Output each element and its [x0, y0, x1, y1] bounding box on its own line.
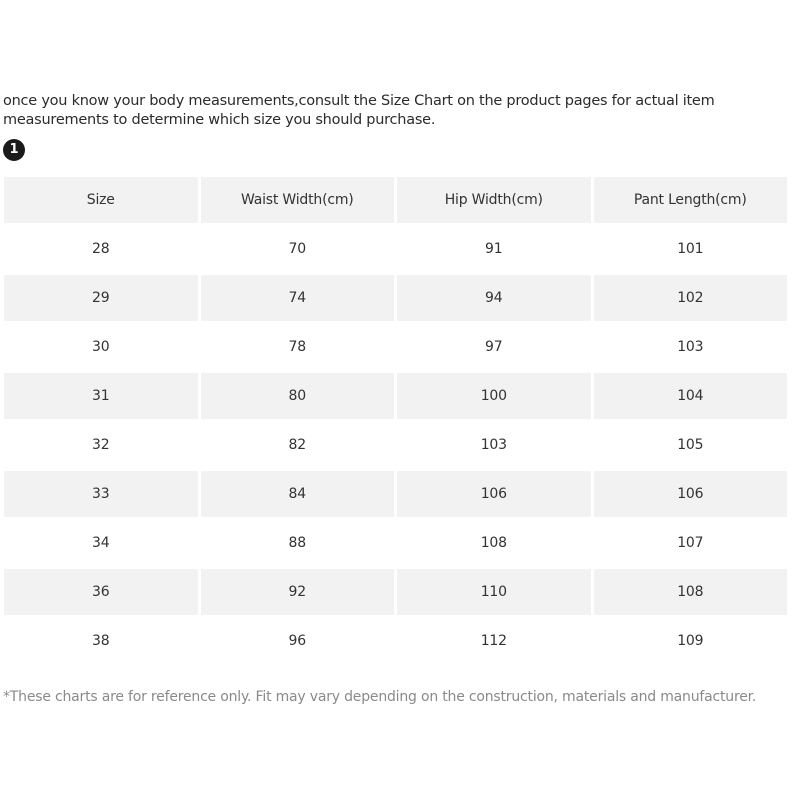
cell-waist-width: 82 [201, 422, 395, 468]
cell-hip-width: 100 [397, 373, 591, 419]
cell-pant-length: 107 [594, 520, 788, 566]
cell-pant-length: 104 [594, 373, 788, 419]
table-row [4, 373, 787, 419]
cell-pant-length: 102 [594, 275, 788, 321]
table-row [4, 520, 787, 566]
table-header [4, 177, 787, 223]
cell-size: 33 [4, 471, 198, 517]
cell-waist-width: 80 [201, 373, 395, 419]
cell-hip-width: 106 [397, 471, 591, 517]
cell-size: 28 [4, 226, 198, 272]
table-row [4, 324, 787, 370]
cell-size: 34 [4, 520, 198, 566]
cell-pant-length: 109 [594, 618, 788, 664]
cell-hip-width: 91 [397, 226, 591, 272]
header-pant-length: Pant Length(cm) [594, 177, 788, 223]
table-row [4, 569, 787, 615]
cell-pant-length: 103 [594, 324, 788, 370]
cell-size: 36 [4, 569, 198, 615]
cell-size: 38 [4, 618, 198, 664]
cell-pant-length: 106 [594, 471, 788, 517]
step-number-badge: 1 [3, 139, 25, 161]
cell-hip-width: 108 [397, 520, 591, 566]
cell-waist-width: 84 [201, 471, 395, 517]
table-row [4, 275, 787, 321]
cell-waist-width: 92 [201, 569, 395, 615]
table-row [4, 618, 787, 664]
header-size: Size [4, 177, 198, 223]
cell-size: 32 [4, 422, 198, 468]
cell-hip-width: 103 [397, 422, 591, 468]
disclaimer-note: *These charts are for reference only. Fit may vary depending on the construction, materials and manufacturer. [3, 689, 757, 705]
cell-waist-width: 74 [201, 275, 395, 321]
header-waist-width: Waist Width(cm) [201, 177, 395, 223]
table-row [4, 226, 787, 272]
table-header-row [4, 177, 787, 223]
cell-pant-length: 101 [594, 226, 788, 272]
cell-hip-width: 110 [397, 569, 591, 615]
cell-waist-width: 96 [201, 618, 395, 664]
cell-waist-width: 88 [201, 520, 395, 566]
table-body [4, 226, 787, 664]
cell-pant-length: 108 [594, 569, 788, 615]
table-row [4, 471, 787, 517]
table-row [4, 422, 787, 468]
cell-hip-width: 94 [397, 275, 591, 321]
cell-size: 30 [4, 324, 198, 370]
cell-hip-width: 97 [397, 324, 591, 370]
cell-size: 31 [4, 373, 198, 419]
cell-waist-width: 78 [201, 324, 395, 370]
cell-waist-width: 70 [201, 226, 395, 272]
size-chart-table [1, 174, 790, 667]
cell-size: 29 [4, 275, 198, 321]
cell-hip-width: 112 [397, 618, 591, 664]
cell-pant-length: 105 [594, 422, 788, 468]
header-hip-width: Hip Width(cm) [397, 177, 591, 223]
intro-text: once you know your body measurements,consult the Size Chart on the product pages for actual item measurements to determine which size you should purchase. [3, 93, 715, 128]
